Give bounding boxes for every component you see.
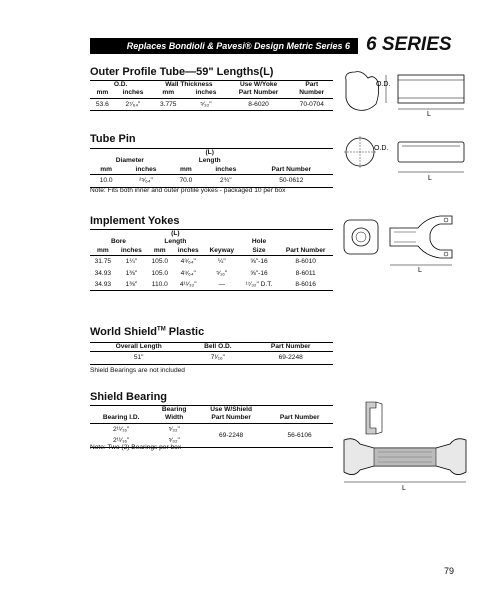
cell: 70.0: [179, 177, 193, 185]
col-part-number: Part Number: [196, 414, 266, 423]
cell: 4¹¹⁄₃₂": [179, 281, 197, 289]
table-row: [90, 175, 333, 187]
length-label: L: [402, 485, 406, 492]
table-row: [90, 352, 333, 364]
col-use-shield: Use W/Shield: [210, 406, 253, 413]
cell: 56-6106: [287, 431, 312, 439]
shield-bearing-drawing: [362, 400, 386, 436]
cell: ⅝"-16: [250, 269, 268, 277]
cell: 69-2248: [219, 431, 244, 439]
length-label: L: [427, 111, 431, 118]
cell: 2¹¹⁄₁₆": [112, 425, 130, 433]
cell: ²⁵⁄₆₄": [139, 177, 153, 185]
col-wall: Wall Thickness: [165, 81, 213, 88]
col-length: Length: [198, 157, 221, 165]
outer-tube-table: [90, 80, 333, 111]
cell: ⁵⁄₃₂": [168, 437, 180, 445]
col-overall-length: Overall Length: [90, 343, 187, 352]
tube-pin-drawing: [340, 136, 470, 184]
tube-pin-note: Note: Fits both inner and outer profile yokes - packaged 10 per box: [90, 187, 286, 194]
cell: 2¾": [220, 177, 232, 185]
cell: ¼": [217, 258, 226, 266]
cell: 34.93: [94, 269, 112, 277]
col-bell-od: Bell O.D.: [187, 343, 248, 352]
cell: 53.6: [95, 100, 109, 108]
col-part-number: Part Number: [248, 343, 333, 352]
header-banner: Replaces Bondioli & Pavesi® Design Metric Series 6: [90, 38, 358, 54]
cell: ⁵⁄₃₂": [200, 100, 212, 108]
cell: 1¼": [125, 258, 138, 266]
cell: 31.75: [94, 258, 112, 266]
shield-bearing-title: Shield Bearing: [90, 391, 168, 403]
col-part-number: Part Number: [266, 414, 333, 423]
col-od: O.D.: [113, 81, 128, 88]
implement-yokes-table: [90, 229, 333, 291]
cell: 3.775: [159, 100, 177, 108]
page-number: 79: [444, 566, 455, 576]
shield-bearing-table: [90, 405, 333, 448]
cell: 70-0704: [299, 100, 324, 108]
od-label: O.D.: [376, 81, 391, 88]
trademark: TM: [157, 326, 166, 333]
tube-pin-table: [90, 148, 333, 188]
cell: —: [218, 281, 226, 289]
world-shield-title-suffix: Plastic: [165, 326, 205, 338]
cell: 4⁹⁄₆₄": [180, 269, 196, 277]
cell: ⁵⁄₁₆": [216, 269, 228, 277]
tube-pin-title: Tube Pin: [90, 133, 136, 145]
implement-yoke-drawing: [340, 208, 470, 274]
col-l: (L): [171, 230, 180, 237]
cell: 8-6010: [295, 258, 316, 266]
cell: 50-0612: [279, 177, 304, 185]
col-keyway: Keyway: [204, 247, 240, 256]
cell: 2⁷⁄₆₄": [125, 100, 141, 108]
col-inches: inches: [173, 247, 204, 256]
col-bore: Bore: [110, 238, 126, 246]
col-size: Size: [240, 247, 279, 256]
length-label: L: [418, 267, 422, 274]
col-inches: inches: [185, 89, 226, 98]
od-label: O.D.: [374, 145, 389, 152]
series-title: 6 SERIES: [366, 34, 452, 55]
length-label: L: [428, 175, 432, 182]
col-mm: mm: [170, 166, 202, 175]
world-shield-title: [90, 326, 204, 338]
col-inches: inches: [122, 166, 170, 175]
cell: 10.0: [99, 177, 113, 185]
col-part: Part: [305, 81, 319, 88]
col-hole: Hole: [251, 238, 267, 246]
table-row: [90, 256, 333, 268]
cell: 69-2248: [278, 354, 303, 362]
col-diameter: Diameter: [115, 157, 145, 165]
implement-yokes-title: Implement Yokes: [90, 215, 180, 227]
cell: 105.0: [151, 258, 169, 266]
cell: 7¹⁄₁₆": [210, 354, 225, 362]
cell: 51": [133, 354, 144, 362]
col-l: (L): [205, 149, 214, 156]
table-row: [90, 279, 333, 291]
outer-tube-title: Outer Profile Tube—59" Lengths(L): [90, 66, 274, 78]
world-shield-title-text: World Shield: [90, 326, 158, 338]
cell: 8-6020: [248, 100, 269, 108]
col-part-number: Part Number: [250, 166, 333, 175]
col-part-number: Part Number: [227, 89, 291, 98]
col-use-yoke: Use W/Yoke: [239, 81, 278, 88]
col-inches: inches: [116, 247, 147, 256]
col-width: Width: [152, 414, 196, 423]
shield-bearing-note: Note: Two (2) Bearings per box: [90, 444, 182, 451]
cell: 8-6011: [295, 269, 316, 277]
col-length: Length: [164, 238, 187, 246]
col-mm: mm: [147, 247, 173, 256]
col-bearing-id: Bearing I.D.: [90, 414, 152, 423]
col-part-number: Part Number: [278, 247, 333, 256]
col-inches: inches: [202, 166, 250, 175]
col-mm: mm: [90, 89, 115, 98]
cell: ⁵⁄₃₂": [168, 425, 180, 433]
cell: 1⅜": [125, 281, 138, 289]
cell: 8-6016: [295, 281, 316, 289]
cell: 105.0: [151, 269, 169, 277]
cell: 34.93: [94, 281, 112, 289]
col-mm: mm: [151, 89, 185, 98]
cell: 4⁹⁄₆₄": [180, 258, 196, 266]
outer-tube-drawing: [340, 68, 470, 118]
cell: ⅝"-16: [250, 258, 268, 266]
world-shield-note: Shield Bearings are not included: [90, 367, 185, 374]
cell: 1⅜": [125, 269, 138, 277]
col-inches: inches: [115, 89, 152, 98]
table-row: [90, 268, 333, 279]
col-mm: mm: [90, 247, 116, 256]
col-mm: mm: [90, 166, 122, 175]
table-row: [90, 423, 333, 435]
world-shield-drawing: [340, 432, 470, 492]
world-shield-table: [90, 342, 333, 365]
table-row: [90, 98, 333, 110]
cell: 2¹¹⁄₁₆": [112, 437, 130, 445]
col-bearing: Bearing: [161, 406, 187, 413]
col-number: Number: [291, 89, 333, 98]
cell: 110.0: [151, 281, 168, 289]
cell: ¹⁷⁄₃₂" D.T.: [245, 281, 273, 289]
